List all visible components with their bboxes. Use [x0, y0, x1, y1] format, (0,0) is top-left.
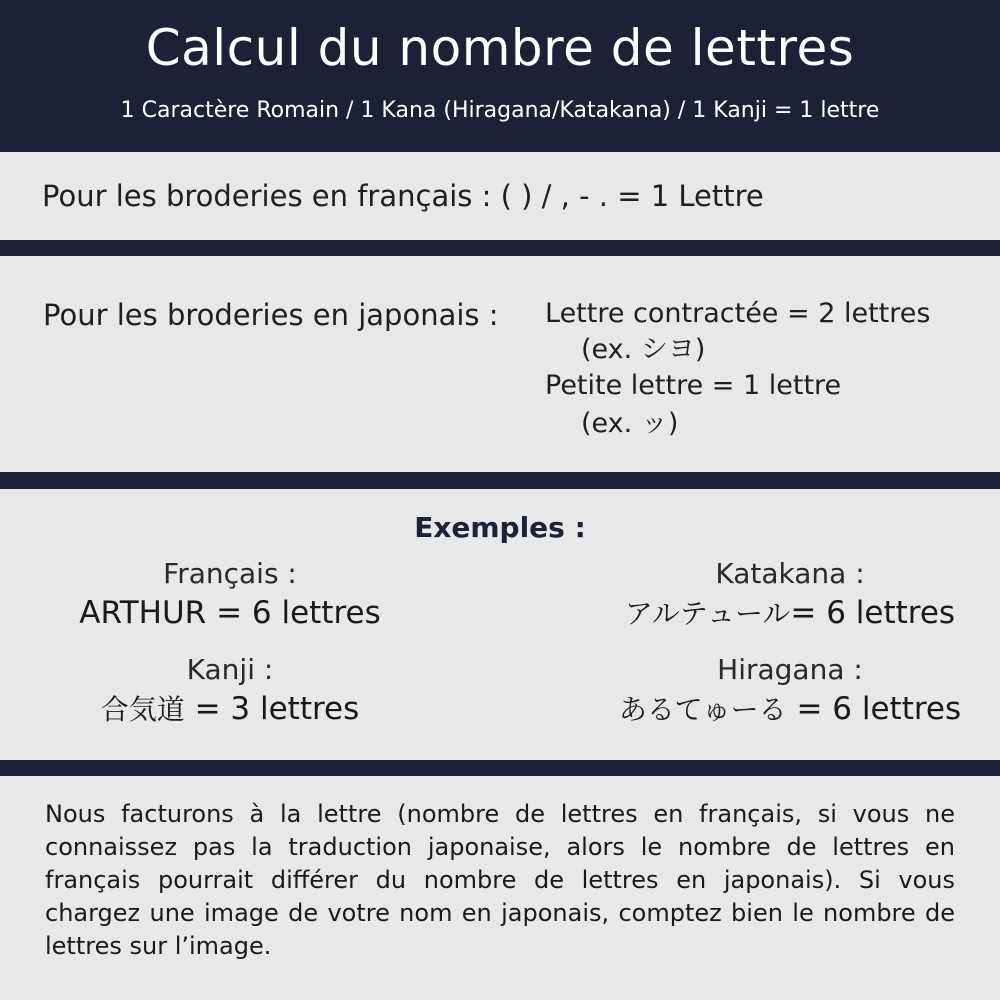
example-count: = 6 lettres [790, 595, 956, 631]
example-value [590, 688, 990, 731]
example-label: Français : [163, 557, 297, 590]
small-letter-example: (ex. ッ) [581, 408, 679, 439]
contracted-letter-example: (ex. シヨ) [581, 334, 706, 365]
example-french [60, 556, 400, 634]
example-label: Katakana : [715, 557, 865, 590]
example-glyphs: アルテュール [624, 597, 791, 630]
example-value [60, 688, 400, 731]
example-glyphs: あるてゅーる [618, 693, 787, 726]
page-title: Calcul du nombre de lettres [145, 19, 855, 77]
example-count: = 3 lettres [184, 691, 360, 727]
divider-band [0, 472, 1000, 489]
example-kanji [60, 652, 400, 731]
french-rule-text: Pour les broderies en français : ( ) / , - . = 1 Lettre [42, 179, 764, 213]
example-glyphs: ARTHUR [79, 595, 207, 631]
examples-heading: Exemples : [414, 511, 586, 544]
page-subtitle: 1 Caractère Romain / 1 Kana (Hiragana/Katakana) / 1 Kanji = 1 lettre [120, 98, 880, 123]
example-hiragana [590, 652, 990, 731]
example-katakana [590, 556, 990, 635]
example-count: = 6 lettres [216, 595, 381, 631]
example-glyphs: 合気道 [100, 693, 185, 726]
divider-band [0, 240, 1000, 256]
example-value [590, 592, 990, 635]
billing-note: Nous facturons à la lettre (nombre de lettres en français, si vous ne connaissez pas la traduction japonaise, alors le nombre de lettres en français pourrait différer du nombre de lettres en japonais). Si vous chargez une image de votre nom en japonais, comptez bien le nombre de lettres sur l’image. [45, 800, 955, 960]
header-banner [0, 0, 1000, 152]
example-label: Hiragana : [717, 653, 863, 686]
example-count: = 6 lettres [786, 691, 962, 727]
example-value [60, 592, 400, 634]
divider-band [0, 760, 1000, 776]
example-label: Kanji : [186, 653, 274, 686]
contracted-letter-rule: Lettre contractée = 2 lettres [545, 298, 931, 329]
small-letter-rule: Petite lettre = 1 lettre [545, 370, 842, 401]
japanese-rule-label: Pour les broderies en japonais : [43, 298, 499, 332]
